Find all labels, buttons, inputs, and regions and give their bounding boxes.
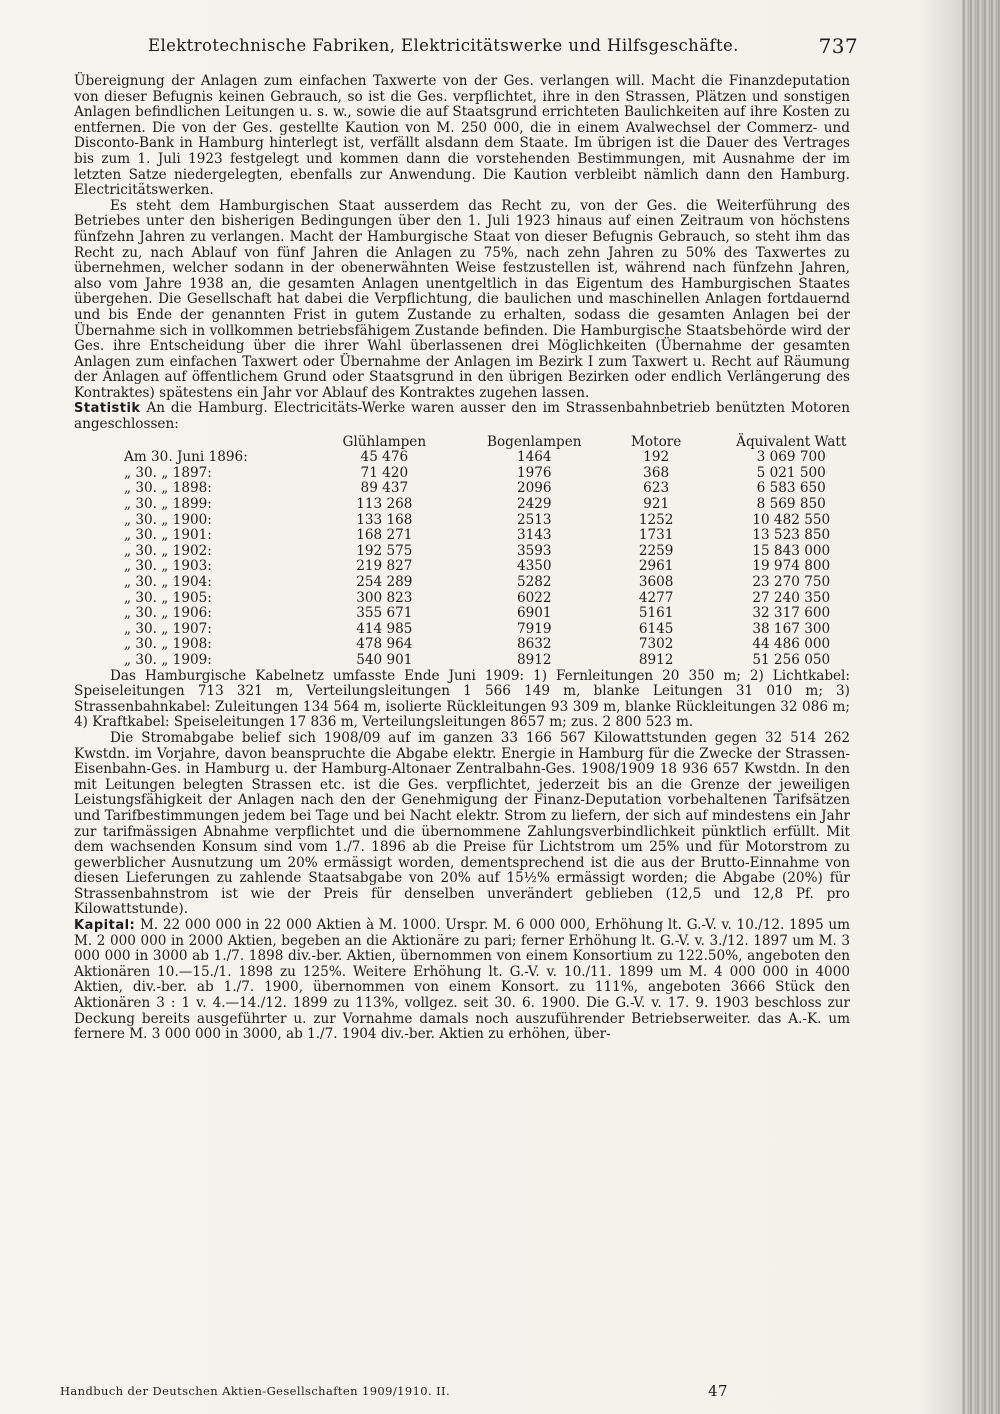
cell-motore: 2259	[638, 542, 674, 559]
paragraph-cable-network: Das Hamburgische Kabelnetz umfasste Ende Juni 1909: 1) Fernleitungen 20 350 m; 2) Lichtkabel: Speiseleitungen 713 321 m, Verteilungsleitungen 1 566 149 m, blanke Leitungen 31 010 m; 3) Strassenbahnkabel: Zuleitungen 134 564 m, isolierte Rückleitungen 93 309 m, blanke Rückleitungen 32 086 m; 4) Kraftkabel: Speiseleitungen 17 836 m, Verteilungsleitungen 8657 m; zus. 2 800 523 m.	[74, 667, 850, 731]
cell-bogenlampen: 1976	[516, 464, 552, 481]
cell-bogenlampen: 8632	[516, 636, 552, 653]
table-row	[124, 544, 884, 560]
cell-gluehlampen: 113 268	[356, 496, 413, 513]
cell-bogenlampen: 5282	[516, 574, 552, 590]
cell-gluehlampen: 192 575	[356, 542, 413, 559]
statistik-label: Statistik	[74, 401, 141, 417]
header-date	[124, 435, 314, 451]
header-motore: Motore	[631, 433, 682, 450]
footer-signature: 47	[708, 1382, 728, 1400]
cell-watt: 10 482 550	[752, 511, 831, 528]
cell-date: „ 30. „ 1897:	[124, 464, 212, 481]
table-row	[124, 591, 884, 607]
cell-watt: 44 486 000	[752, 636, 831, 653]
cell-gluehlampen: 300 823	[356, 589, 413, 606]
table-row	[124, 653, 884, 669]
cell-gluehlampen: 478 964	[356, 636, 413, 653]
cell-motore: 623	[643, 480, 670, 497]
cell-date: „ 30. „ 1908:	[124, 636, 212, 653]
cell-motore: 7302	[638, 636, 674, 653]
page-body	[74, 74, 850, 1043]
cell-gluehlampen: 219 827	[356, 558, 413, 575]
cell-motore: 921	[643, 496, 670, 513]
cell-date: „ 30. „ 1909:	[124, 651, 212, 668]
cell-watt: 51 256 050	[752, 651, 831, 668]
cell-bogenlampen: 7919	[516, 620, 552, 637]
table-row	[124, 466, 884, 482]
cell-gluehlampen: 168 271	[356, 527, 413, 544]
cell-gluehlampen: 45 476	[360, 449, 409, 466]
table-row	[124, 637, 884, 653]
cell-gluehlampen: 71 420	[360, 464, 409, 481]
table-row	[124, 497, 884, 513]
header-gluehlampen: Glühlampen	[342, 433, 427, 450]
table-row	[124, 559, 884, 575]
cell-gluehlampen: 540 901	[356, 651, 413, 668]
header-bogenlampen: Bogenlampen	[486, 433, 582, 450]
table-row	[124, 513, 884, 529]
cell-bogenlampen: 1464	[516, 449, 552, 466]
table-row	[124, 622, 884, 638]
cell-gluehlampen: 89 437	[360, 480, 409, 497]
cell-date: Am 30. Juni 1896:	[124, 449, 248, 466]
cell-date: „ 30. „ 1901:	[124, 527, 212, 544]
statistik-text: An die Hamburg. Electricitäts-Werke waren ausser den im Strassenbahnbetrieb benützten Motoren angeschlossen:	[74, 400, 850, 433]
cell-bogenlampen: 4350	[516, 558, 552, 575]
cell-watt: 32 317 600	[752, 605, 831, 622]
cell-date: „ 30. „ 1906:	[124, 605, 212, 622]
cell-date: „ 30. „ 1898:	[124, 480, 212, 497]
cell-watt: 13 523 850	[752, 527, 831, 544]
cell-motore: 1731	[638, 527, 674, 544]
header-watt: Äquivalent Watt	[736, 433, 847, 450]
table-row	[124, 528, 884, 544]
cell-motore: 368	[643, 464, 670, 481]
paragraph-contract-terms: Übereignung der Anlagen zum einfachen Taxwerte von der Ges. verlangen will. Macht die Finanzdeputation von dieser Befugnis keinen Gebrauch, so ist die Ges. verpflichtet, ihre in den Strassen, Plätzen und sonstigen Anlagen befindlichen Leitungen u. s. w., sowie die auf Staatsgrund errichteten Baulichkeiten auf ihre Kosten zu entfernen. Die von der Ges. gestellte Kaution von M. 250 000, die in einem Avalwechsel der Commerz- und Disconto-Bank in Hamburg hinterlegt ist, verfällt alsdann dem Staate. Im übrigen ist die Dauer des Vertrages bis zum 1. Juli 1923 festgelegt und kommen dann die vorstehenden Bestimmungen, mit Ausnahme der im letzten Satze niedergelegten, ebenfalls zur Anwendung. Die Kaution verbleibt nämlich dann den Hamburg. Electricitätswerken.	[74, 73, 850, 199]
cell-motore: 6145	[638, 620, 674, 637]
cell-watt: 27 240 350	[752, 589, 831, 606]
footer-source: Handbuch der Deutschen Aktien-Gesellschaften 1909/1910. II.	[60, 1384, 451, 1398]
cell-bogenlampen: 2513	[516, 511, 552, 528]
cell-motore: 4277	[638, 589, 674, 606]
cell-motore: 192	[643, 449, 670, 466]
table-row	[124, 606, 884, 622]
cell-date: „ 30. „ 1899:	[124, 496, 212, 513]
kapital-text: M. 22 000 000 in 22 000 Aktien à M. 1000. Urspr. M. 6 000 000, Erhöhung lt. G.-V. v. 10./12. 1895 um M. 2 000 000 in 2000 Aktien, begeben an die Aktionäre zu pari; ferner Erhöhung lt. G.-V. v. 3./12. 1897 um M. 3 000 000 in 3000 ab 1./7. 1898 div.-ber. Aktien, übernommen von einem Konsortium zu 122.50%, angeboten den Aktionären 10.—15./1. 1898 zu 125%. Weitere Erhöhung lt. G.-V. v. 10./11. 1899 um M. 4 000 000 in 4000 Aktien, div.-ber. ab 1./7. 1900, übernommen von einem Konsort. zu 111%, angeboten 3666 Stück den Aktionären 3 : 1 v. 4.—14./12. 1899 zu 113%, vollgez. seit 30. 6. 1900. Die G.-V. v. 17. 9. 1903 beschloss zur Deckung bereits ausgeführter u. zur Vornahme damals noch auszuführender Betriebserweiter. das A.-K. um fernere M. 3 000 000 in 3000, ab 1./7. 1904 div.-ber. Aktien zu erhöhen, über-	[74, 917, 850, 1043]
table-row	[124, 575, 884, 591]
cell-gluehlampen: 254 289	[356, 574, 413, 590]
cell-gluehlampen: 414 985	[356, 620, 413, 637]
cell-motore: 5161	[638, 605, 674, 622]
cell-watt: 19 974 800	[752, 558, 831, 575]
paragraph-power-output: Die Stromabgabe belief sich 1908/09 auf im ganzen 33 166 567 Kilowattstunden gegen 32 514 262 Kwstdn. im Vorjahre, davon beanspruchte die Abgabe elektr. Energie in Hamburg für die Zwecke der Strassen-Eisenbahn-Ges. in Hamburg u. der Hamburg-Altonaer Zentralbahn-Ges. 1908/1909 18 936 657 Kwstdn. In den mit Leitungen belegten Strassen etc. ist die Ges. verpflichtet, jederzeit bis an die Grenze der jeweiligen Leistungsfähigkeit der Anlagen nach den der Genehmigung der Finanz-Deputation vorbehaltenen Tarifsätzen und Tarifbestimmungen jedem bei Tage und bei Nacht elektr. Strom zu liefern, der sich auf mindestens ein Jahr zur tarifmässigen Abnahme verpflichtet und die übernommene Zahlungsverbindlichkeit pünktlich erfüllt. Mit dem wachsenden Konsum sind vom 1./7. 1896 ab die Preise für Lichtstrom um 25% und für Motorstrom zu gewerblicher Ausnutzung um 20% ermässigt worden, dementsprechend ist die aus der Brutto-Einnahme von diesen Lieferungen zu zahlende Staatsabgabe von 20% auf 15½% ermässigt worden; die Abgabe (20%) für Strassenbahnstrom ist wie der Preis für denselben unverändert geblieben (12,5 und 12,8 Pf. pro Kilowattstunde).	[74, 729, 850, 918]
kapital-section	[74, 918, 850, 1043]
connections-table	[124, 435, 884, 669]
table-body	[124, 450, 884, 668]
page-footer	[60, 1384, 780, 1402]
cell-date: „ 30. „ 1902:	[124, 542, 212, 559]
cell-motore: 8912	[638, 651, 674, 668]
cell-bogenlampen: 2429	[516, 496, 552, 513]
running-title: Elektrotechnische Fabriken, Elektricitätswerke und Hilfsgeschäfte.	[148, 36, 739, 55]
cell-watt: 8 569 850	[756, 496, 826, 513]
cell-bogenlampen: 3593	[516, 542, 552, 559]
cell-bogenlampen: 3143	[516, 527, 552, 544]
table-row	[124, 481, 884, 497]
kapital-label: Kapital:	[74, 918, 136, 934]
book-binding-edge	[962, 0, 1000, 1414]
cell-bogenlampen: 8912	[516, 651, 552, 668]
table-header-row	[124, 435, 884, 451]
cell-watt: 6 583 650	[756, 480, 826, 497]
cell-gluehlampen: 133 168	[356, 511, 413, 528]
cell-bogenlampen: 2096	[516, 480, 552, 497]
table-row	[124, 450, 884, 466]
cell-date: „ 30. „ 1904:	[124, 574, 212, 590]
cell-watt: 38 167 300	[752, 620, 831, 637]
cell-motore: 2961	[638, 558, 674, 575]
cell-watt: 23 270 750	[752, 574, 831, 590]
statistik-intro	[74, 401, 850, 432]
cell-date: „ 30. „ 1907:	[124, 620, 212, 637]
page-number: 737	[818, 34, 858, 58]
cell-motore: 3608	[638, 574, 674, 590]
cell-watt: 3 069 700	[756, 449, 826, 466]
cell-motore: 1252	[638, 511, 674, 528]
cell-bogenlampen: 6901	[516, 605, 552, 622]
cell-watt: 15 843 000	[752, 542, 831, 559]
cell-bogenlampen: 6022	[516, 589, 552, 606]
cell-gluehlampen: 355 671	[356, 605, 413, 622]
cell-watt: 5 021 500	[756, 464, 826, 481]
page-header	[88, 36, 858, 62]
paragraph-state-rights: Es steht dem Hamburgischen Staat ausserdem das Recht zu, von der Ges. die Weiterführung des Betriebes unter den bisherigen Bedingungen über den 1. Juli 1923 hinaus auf einen Zeitraum von höchstens fünfzehn Jahren zu verlangen. Macht der Hamburgische Staat von dieser Befugnis Gebrauch, so steht ihm das Recht zu, nach Ablauf von fünf Jahren die Anlagen zu 75%, nach zehn Jahren zu 50% des Taxwertes zu übernehmen, welcher sodann in der obenerwähnten Weise festzustellen ist, während nach fünfzehn Jahren, also vom Jahre 1938 an, die gesamten Anlagen unentgeltlich in das Eigentum des Hamburgischen Staates übergehen. Die Gesellschaft hat dabei die Verpflichtung, die baulichen und maschinellen Anlagen fortdauernd und bis Ende der genannten Frist in gutem Zustande zu erhalten, sodass die gesamten Anlagen bei der Übernahme sich in vollkommen betriebsfähigem Zustande befinden. Die Hamburgische Staatsbehörde wird der Ges. ihre Entscheidung über die ihrer Wahl überlassenen drei Möglichkeiten (Übernahme der gesamten Anlagen zum einfachen Taxwert oder Übernahme der Anlagen im Bezirk I zum Taxwert u. Recht auf Räumung der Anlagen auf öffentlichem Grund oder Staatsgrund in den übrigen Bezirken oder endlich Verlängerung des Kontraktes) spätestens ein Jahr vor Ablauf des Kontraktes zugehen lassen.	[74, 197, 850, 401]
cell-date: „ 30. „ 1903:	[124, 558, 212, 575]
cell-date: „ 30. „ 1905:	[124, 589, 212, 606]
cell-date: „ 30. „ 1900:	[124, 511, 212, 528]
